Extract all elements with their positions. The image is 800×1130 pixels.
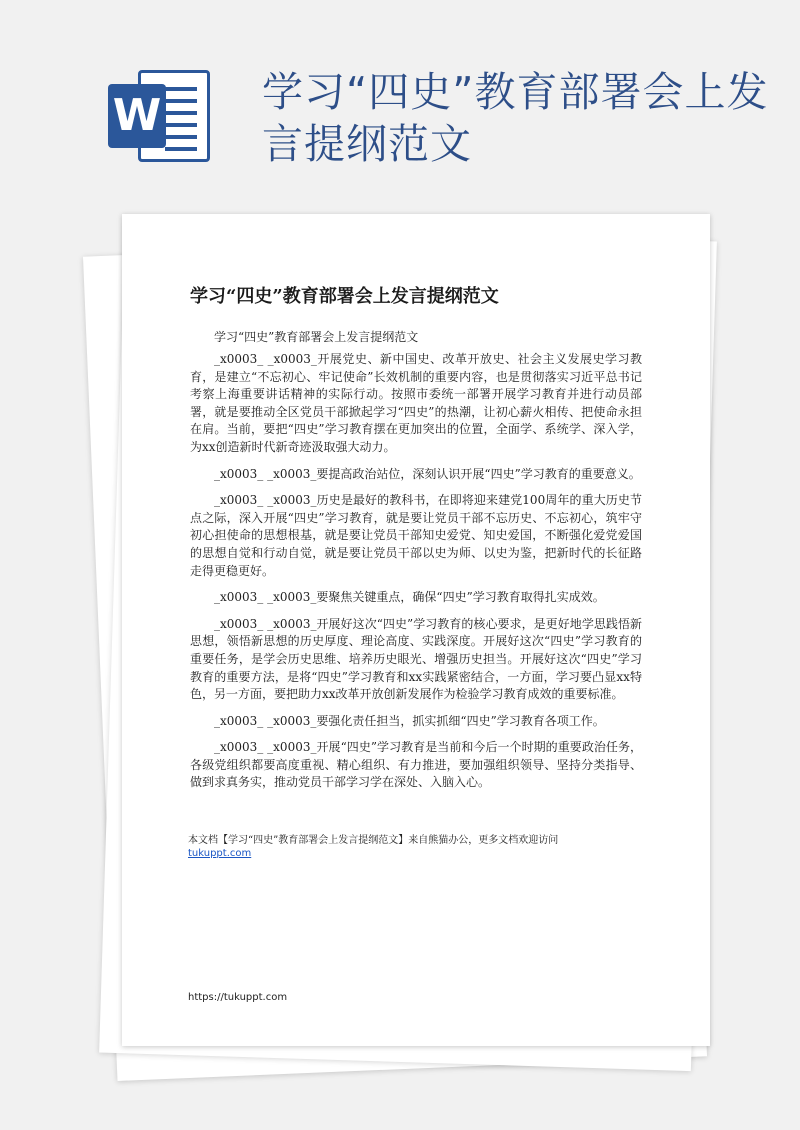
document-title: 学习“四史”教育部署会上发言提纲范文 <box>190 286 499 307</box>
paragraph-6: _x0003_ _x0003_要强化责任担当，抓实抓细“四史”学习教育各项工作。 <box>214 713 605 728</box>
source-note: 本文档【学习“四史”教育部署会上发言提纲范文】来自熊猫办公，更多文档欢迎访问 <box>188 835 559 846</box>
source-link[interactable]: tukuppt.com <box>188 848 252 859</box>
document-subtitle: 学习“四史”教育部署会上发言提纲范文 <box>214 330 419 344</box>
banner-title: 学习“四史”教育部署会上发言提纲范文 <box>262 68 769 168</box>
paragraph-3: _x0003_ _x0003_历史是最好的教科书，在即将迎来建党100周年的重大历史节点之际，深入开展“四史”学习教育，就是要让党员干部不忘历史、不忘初心，筑牢守初心担使命的思想根基，就是要让党员干部知史爱党、知史爱国，不断强化爱党爱国的思想自觉和行动自觉，就是要让党员干部以史为师、以史为鉴，把新时代的长征路走得更稳更好。 <box>190 493 642 578</box>
word-letter-badge: W <box>108 84 166 148</box>
paragraph-4: _x0003_ _x0003_要聚焦关键重点，确保“四史”学习教育取得扎实成效。 <box>214 590 605 605</box>
paragraph-2: _x0003_ _x0003_要提高政治站位，深刻认识开展“四史”学习教育的重要意义。 <box>214 466 641 481</box>
document-body <box>190 351 642 801</box>
banner <box>0 0 800 220</box>
word-document-icon <box>108 70 218 166</box>
paragraph-7: _x0003_ _x0003_开展“四史”学习教育是当前和今后一个时期的重要政治任务，各级党组织都要高度重视、精心组织、有力推进，要加强组织领导、坚持分类指导、做到求真务实，推动党员干部学习学在深处、入脑入心。 <box>190 740 642 790</box>
paragraph-1: _x0003_ _x0003_开展党史、新中国史、改革开放史、社会主义发展史学习教育，是建立“不忘初心、牢记使命”长效机制的重要内容，也是贯彻落实习近平总书记考察上海重要讲话精神的实际行动。按照市委统一部署开展学习教育并进行动员部署，就是要推动全区党员干部掀起学习“四史”的热潮，让初心薪火相传、把使命永担在肩。当前，要把“四史”学习教育摆在更加突出的位置，全面学、系统学、深入学，为xx创造新时代新奇迹汲取强大动力。 <box>190 352 642 454</box>
paragraph-5: _x0003_ _x0003_开展好这次“四史”学习教育的核心要求，是更好地学思践悟新思想，领悟新思想的历史厚度、理论高度、实践深度。开展好这次“四史”学习教育的重要任务，是学会历史思维、培养历史眼光、增强历史担当。开展好这次“四史”学习教育的重要方法，是将“四史”学习教育和xx实践紧密结合，一方面，学习要凸显xx特色，另一方面，要把助力xx改革开放创新发展作为检验学习教育成效的重要标准。 <box>190 616 642 702</box>
page-footer-url: https://tukuppt.com <box>188 992 288 1003</box>
document-page <box>122 214 710 1046</box>
